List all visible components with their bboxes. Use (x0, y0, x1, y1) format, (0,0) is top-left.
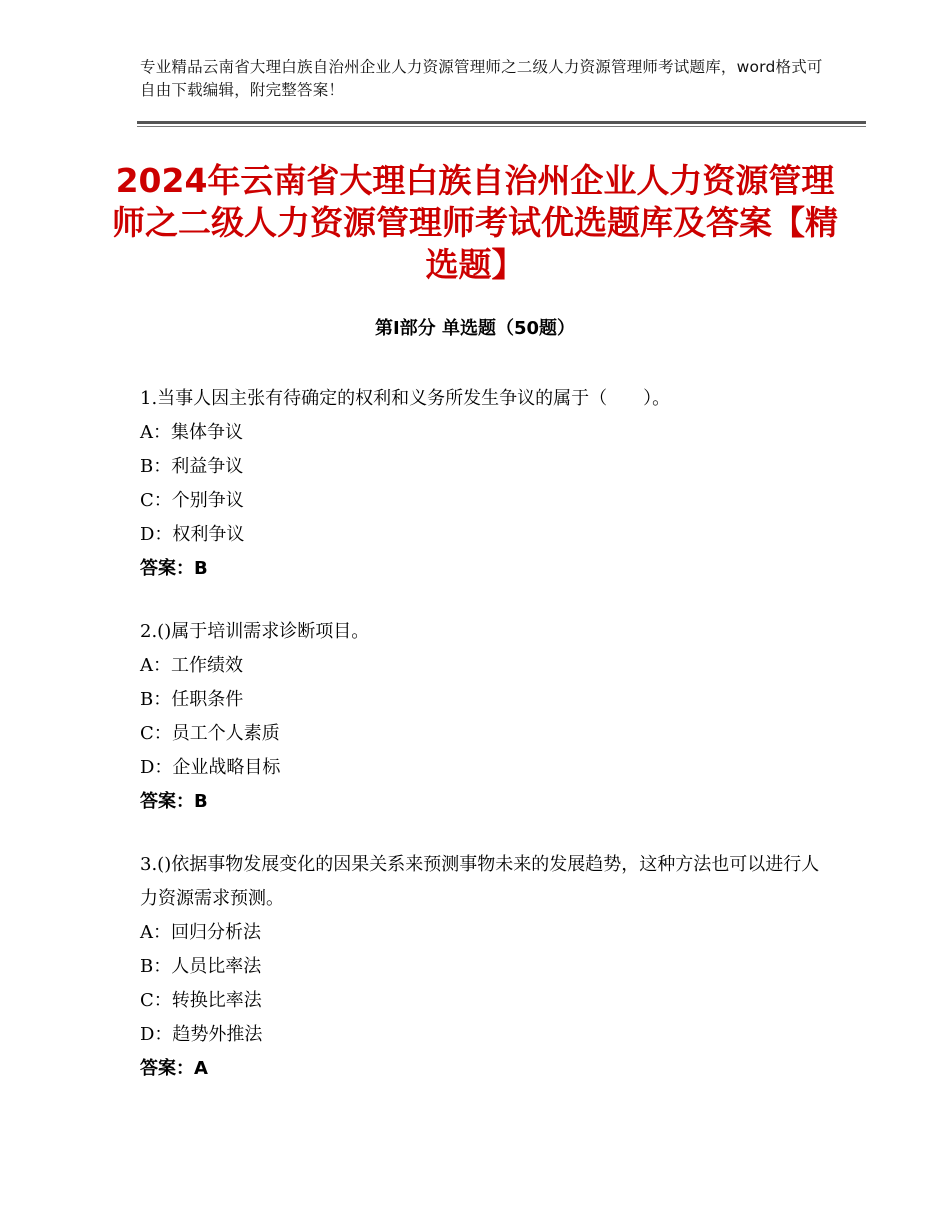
question-list (140, 382, 820, 1115)
question-stem: 2.()属于培训需求诊断项目。 (140, 621, 370, 642)
option-d: D：企业战略目标 (140, 757, 281, 778)
header-note: 专业精品云南省大理白族自治州企业人力资源管理师之二级人力资源管理师考试题库，word格式可自由下载编辑，附完整答案！ (140, 58, 823, 99)
answer-line: 答案：B (140, 791, 208, 812)
question-2 (140, 615, 820, 819)
option-b: B：利益争议 (140, 456, 244, 477)
option-a: A：回归分析法 (140, 922, 261, 943)
option-a: A：工作绩效 (140, 655, 243, 676)
option-d: D：趋势外推法 (140, 1024, 263, 1045)
option-d: D：权利争议 (140, 524, 245, 545)
answer-line: 答案：B (140, 558, 208, 579)
document-title: 2024年云南省大理白族自治州企业人力资源管理师之二级人力资源管理师考试优选题库及答案【精选题】 (112, 161, 838, 284)
option-b: B：人员比率法 (140, 956, 262, 977)
option-c: C：转换比率法 (140, 990, 262, 1011)
question-stem: 1.当事人因主张有待确定的权利和义务所发生争议的属于（ ）。 (140, 388, 671, 409)
option-c: C：个别争议 (140, 490, 244, 511)
section-title: 第Ⅰ部分 单选题（50题） (374, 318, 575, 339)
header-divider-thin (137, 126, 866, 127)
question-1 (140, 382, 820, 586)
header-divider-thick (137, 121, 866, 124)
option-a: A：集体争议 (140, 422, 243, 443)
option-b: B：任职条件 (140, 689, 244, 710)
answer-line: 答案：A (140, 1058, 208, 1079)
question-stem: 3.()依据事物发展变化的因果关系来预测事物未来的发展趋势，这种方法也可以进行人力资源需求预测。 (140, 854, 820, 909)
question-3 (140, 848, 820, 1086)
option-c: C：员工个人素质 (140, 723, 280, 744)
